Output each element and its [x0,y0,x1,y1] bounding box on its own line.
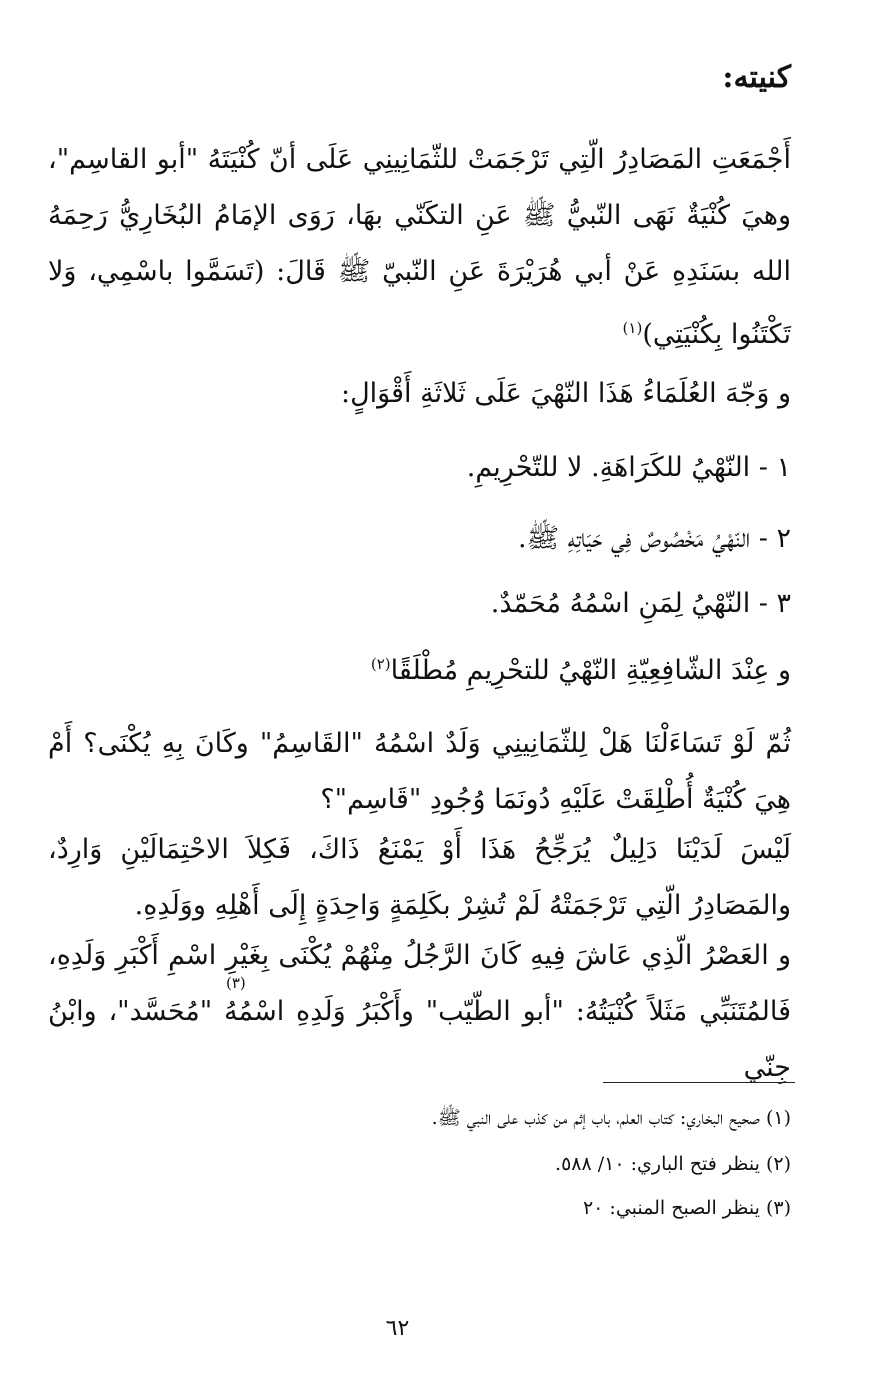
footnote-1: (١) صحيح البخاري: كتاب العلم، باب إثم من كذب على النبي ﷺ. [431,1107,791,1129]
footnote-3: (٣) ينظر الصبح المنبي: ٢٠ [582,1197,791,1219]
section-heading: كنيته: [722,60,791,95]
page-number: ٦٢ [385,1316,410,1341]
footnote-separator [603,1082,795,1083]
footnote-ref-1: (١) [622,319,643,337]
paragraph-era-text: و العَصْرُ الّذِي عَاشَ فِيهِ كَانَ الرَّجُلُ مِنْهُمْ يُكْنَى بِغَيْرِ اسْمِ أَكْبَرِ وَلَدِهِ، فَالمُتَنَبِّي مَثَلاً كُنْيَتُهُ: "أبو الطّيّب" وأَكْبَرُ وَلَدِهِ اسْمُهُ "مُحَسَّد"، وابْنُ جِنّي [48,940,791,1083]
footnote-ref-2: (٢) [370,655,391,673]
list-item-1: ١ - النّهْيُ للكَرَاهَةِ. لا للتّحْرِيمِ. [466,452,791,483]
paragraph-question: ثُمّ لَوْ تَسَاءَلْنَا هَلْ لِلثّمَانِينِي وَلَدٌ اسْمُهُ "القَاسِمُ" وكَانَ بِهِ يُكْنَى؟ أَمْ هِيَ كُنْيَةٌ أُطْلِقَتْ عَلَيْهِ دُونَمَا وُجُودِ "قَاسِم"؟ [48,728,791,815]
shafii-view [371,655,791,686]
paragraph-era [48,928,791,1096]
paragraph-text: أَجْمَعَتِ المَصَادِرُ الّتِي تَرْجَمَتْ للثّمَانِينِي عَلَى أنّ كُنْيَتَهُ "أبو القاسِم"، وهيَ كُنْيَةٌ نَهَى النّبيُّ ﷺ عَنِ التكَنّي بهَا، رَوَى الإمَامُ البُخَارِيُّ رَحِمَهُ الله بسَنَدِهِ عَنْ أبي هُرَيْرَةَ عَنِ النّبيّ ﷺ قَالَ: (تَسَمَّوا باسْمِي، وَلا تَكْتَنُوا بِكُنْيَتِي) [48,144,791,350]
paragraph-evidence: لَيْسَ لَدَيْنَا دَلِيلٌ يُرَجِّحُ هَذَا أَوْ يَمْنَعُ ذَاكَ، فَكِلاَ الاحْتِمَالَيْنِ وَارِدٌ، والمَصَادِرُ الّتِي تَرْجَمَتْهُ لَمْ تُشِرْ بكَلِمَةٍ وَاحِدَةٍ إِلَى أَهْلِهِ ووَلَدِهِ. [48,834,791,921]
list-item-3: ٣ - النّهْيُ لِمَنِ اسْمُهُ مُحَمّدٌ. [490,588,791,619]
footnote-2: (٢) ينظر فتح الباري: ١٠/ ٥٨٨. [555,1153,791,1175]
paragraph-kunya [48,132,791,363]
footnote-ref-3: (٣) [226,974,246,992]
views-intro: و وَجّهَ العُلَمَاءُ هَذَا النّهْيَ عَلَى ثَلاثَةِ أَقْوَالٍ: [340,378,791,409]
list-item-2: ٢ - النّهْيُ مَخْصُوصٌ فِي حَيَاتِهِ ﷺ. [517,523,791,554]
shafii-text: و عِنْدَ الشّافِعِيّةِ النّهْيُ للتحْرِيمِ مُطْلَقًا [390,655,791,686]
